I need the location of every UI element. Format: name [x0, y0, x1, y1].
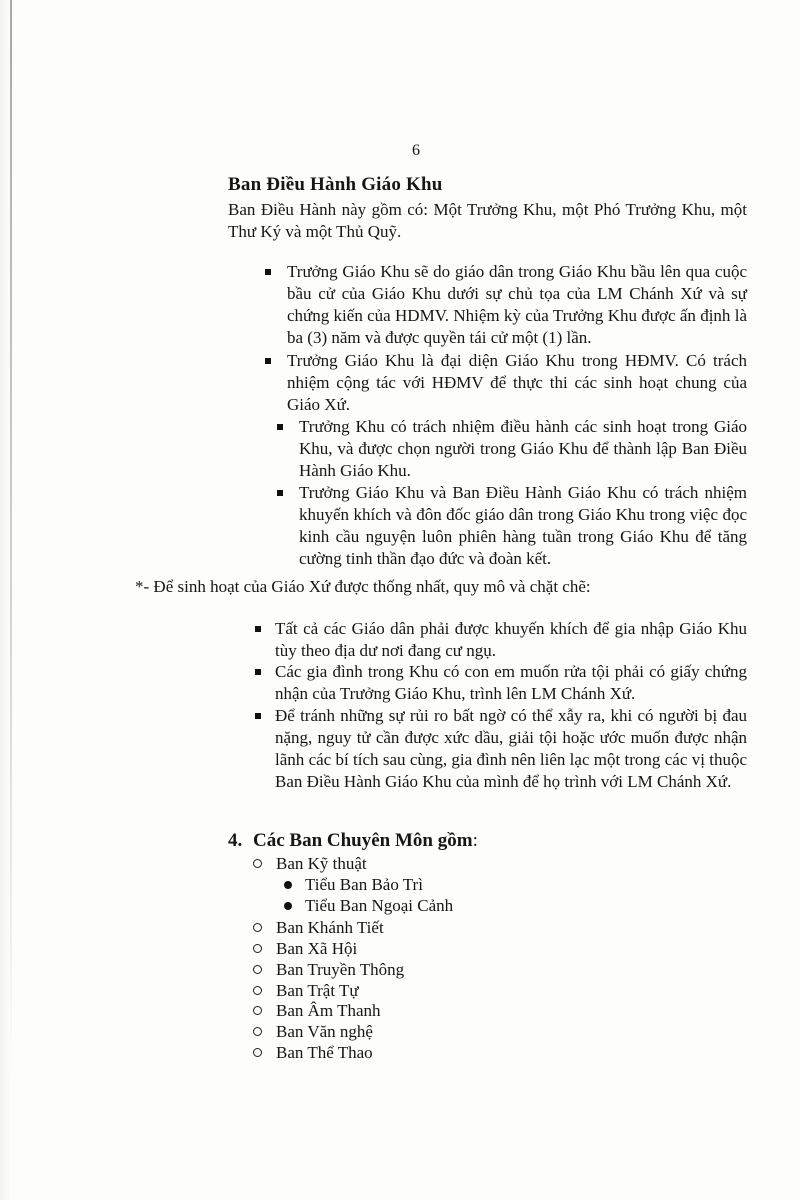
list-item [276, 917, 384, 938]
list-item [276, 959, 404, 980]
circle-bullet-icon [253, 1027, 262, 1036]
list-item-text: Ban Khánh Tiết [276, 918, 384, 937]
list-item-text: Ban Kỹ thuật [276, 854, 367, 873]
list-item [276, 938, 357, 959]
circle-bullet-icon [253, 859, 262, 868]
scan-edge-line [10, 0, 12, 1200]
square-bullet-icon [255, 626, 261, 632]
scan-edge-shadow [0, 0, 9, 1200]
list-item [299, 416, 747, 482]
list-item-text: Ban Thể Thao [276, 1043, 373, 1062]
section-colon: : [472, 830, 478, 851]
list-item-text: Trưởng Giáo Khu và Ban Điều Hành Giáo Khu có trách nhiệm khuyến khích và đôn đốc giáo dân trong Giáo Khu trong việc đọc kinh cầu nguyện luôn phiên hàng tuần trong Giáo Khu để tăng cường tinh thần đạo đức và đoàn kết. [299, 483, 747, 568]
list-item-text: Tiểu Ban Bảo Trì [305, 875, 423, 894]
list-item [276, 980, 359, 1001]
list-item [287, 350, 747, 416]
list-item-text: Trưởng Giáo Khu là đại diện Giáo Khu trong HĐMV. Có trách nhiệm cộng tác với HĐMV để thực thi các sinh hoạt chung của Giáo Xứ. [287, 351, 747, 414]
list-item-text: Ban Văn nghệ [276, 1022, 373, 1041]
list-item-text: Ban Âm Thanh [276, 1001, 381, 1020]
list-item-text: Trưởng Giáo Khu sẽ do giáo dân trong Giáo Khu bầu lên qua cuộc bầu cử của Giáo Khu dưới sự chủ tọa của LM Chánh Xứ và sự chứng kiến của HDMV. Nhiệm kỳ của Trưởng Khu được ấn định là ba (3) năm và được quyền tái cử một (1) lần. [287, 262, 747, 347]
square-bullet-icon [255, 713, 261, 719]
page-number: 6 [412, 142, 420, 159]
section-heading-ban-dieu-hanh: Ban Điều Hành Giáo Khu [228, 174, 443, 195]
list-item-text: Trưởng Khu có trách nhiệm điều hành các sinh hoạt trong Giáo Khu, và được chọn người trong Giáo Khu để thành lập Ban Điều Hành Giáo Khu. [299, 417, 747, 480]
square-bullet-icon [265, 269, 271, 275]
list-item-text: Tất cả các Giáo dân phải được khuyến khích để gia nhập Giáo Khu tùy theo địa dư nơi đang cư ngụ. [275, 619, 747, 660]
disc-bullet-icon [284, 902, 292, 910]
list-item [305, 895, 453, 916]
list-item [276, 1000, 381, 1021]
list-item-text: Để tránh những sự rủi ro bất ngờ có thể xẫy ra, khi có người bị đau nặng, nguy tử cần được xức dầu, giải tội hoặc ước muốn được nhận lãnh các bí tích sau cùng, gia đình nên liên lạc một trong các vị thuộc Ban Điều Hành Giáo Khu của mình để họ trình với LM Chánh Xứ. [275, 706, 747, 791]
square-bullet-icon [255, 669, 261, 675]
square-bullet-icon [277, 424, 283, 430]
disc-bullet-icon [284, 881, 292, 889]
square-bullet-icon [265, 358, 271, 364]
list-item-text: Tiểu Ban Ngoại Cảnh [305, 896, 454, 915]
list-item-text: Các gia đình trong Khu có con em muốn rửa tội phải có giấy chứng nhận của Trưởng Giáo Khu, trình lên LM Chánh Xứ. [275, 662, 747, 703]
list-item-text: Ban Trật Tự [276, 981, 359, 1000]
circle-bullet-icon [253, 944, 262, 953]
section-number: 4. [228, 830, 243, 851]
list-item-text: Ban Truyền Thông [276, 960, 405, 979]
list-item [275, 618, 747, 662]
list-item [276, 1042, 373, 1063]
circle-bullet-icon [253, 1048, 262, 1057]
circle-bullet-icon [253, 923, 262, 932]
list-item [287, 261, 747, 349]
list-item [276, 1021, 373, 1042]
circle-bullet-icon [253, 1006, 262, 1015]
section-title: Các Ban Chuyên Môn gồm [253, 830, 473, 851]
intro-paragraph: Ban Điều Hành này gồm có: Một Trưởng Khu, một Phó Trưởng Khu, một Thư Ký và một Thủ Quỹ. [228, 200, 747, 241]
square-bullet-icon [277, 490, 283, 496]
section-heading-cac-ban-chuyen-mon [228, 830, 478, 852]
list-item [275, 705, 747, 793]
list-item-text: Ban Xã Hội [276, 939, 358, 958]
list-item [276, 853, 367, 874]
circle-bullet-icon [253, 986, 262, 995]
circle-bullet-icon [253, 965, 262, 974]
list-item [275, 661, 747, 705]
note-line: *- Để sinh hoạt của Giáo Xứ được thống nhất, quy mô và chặt chẽ: [135, 577, 591, 596]
list-item [299, 482, 747, 570]
list-item [305, 874, 423, 895]
